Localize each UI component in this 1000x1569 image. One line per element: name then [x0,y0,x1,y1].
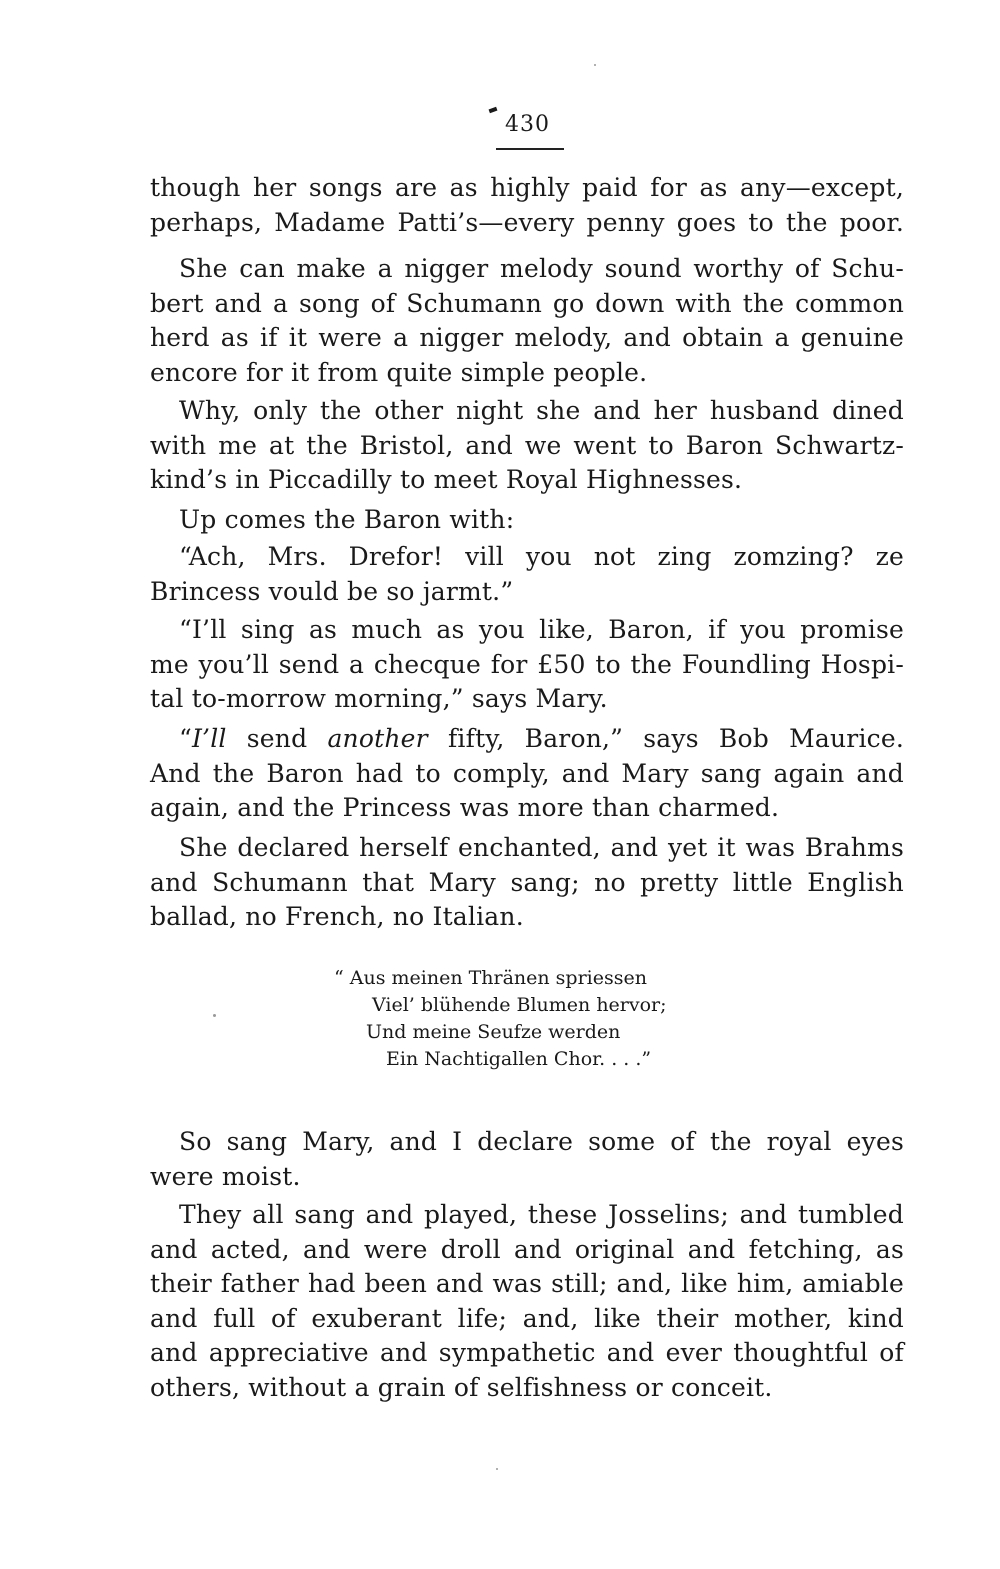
page-number: 430 [505,112,550,137]
paragraph-6 [150,613,904,717]
verse-line: Ein Nachtigallen Chor. . . .” [386,1048,652,1070]
text-line: were moist. [150,1161,301,1191]
paragraph-8 [150,831,904,935]
verse-line: Und meine Seufze werden [366,1021,621,1043]
text-line: Brincess vould be so jarmt.” [150,576,514,606]
text-segment: send [226,724,328,753]
text-line: and Schumann that Mary sang; no pretty little English [150,867,904,897]
paragraph-3 [150,394,904,498]
scan-speck [496,1468,498,1470]
italic-text: I’ll [191,724,227,753]
text-line: encore for it from quite simple people. [150,357,648,387]
text-line: bert and a song of Schumann go down with the common [150,288,904,318]
text-line: though her songs are as highly paid for as any—except, [150,173,904,202]
text-line: and acted, and were droll and original and fetching, as [150,1234,904,1264]
paragraph-2 [150,252,904,390]
text-line: She declared herself enchanted, and yet it was Brahms [179,833,904,862]
paragraph-10 [150,1198,904,1405]
text-line: “Ach, Mrs. Drefor! vill you not zing zomzing? ze [179,542,904,571]
text-line: and full of exuberant life; and, like their mother, kind [150,1303,904,1333]
text-line: their father had been and was still; and, like him, amiable [150,1269,904,1298]
text-line: with me at the Bristol, and we went to Baron Schwartz- [150,430,904,460]
text-line: And the Baron had to comply, and Mary sang again and [150,758,904,788]
text-segment: “ [179,724,192,753]
text-line: So sang Mary, and I declare some of the royal eyes [179,1127,904,1156]
text-line: ballad, no French, no Italian. [150,902,524,931]
paragraph-5 [150,540,904,609]
text-line: me you’ll send a checque for £50 to the Foundling Hospi- [150,649,904,679]
text-line: perhaps, Madame Patti’s—every penny goes to the poor. [150,207,904,237]
verse-line: “ Aus meinen Thränen spriessen [334,967,647,989]
text-line: kind’s in Piccadilly to meet Royal Highnesses. [150,465,743,494]
paragraph-9 [150,1125,904,1194]
text-line: She can make a nigger melody sound worthy of Schu- [179,254,904,283]
paragraph-7 [150,722,904,826]
text-line: Why, only the other night she and her husband dined [179,396,904,425]
paragraph-4 [150,503,904,538]
header-rule [496,148,564,150]
text-segment: fifty, Baron,” says Bob Maurice. [427,724,904,753]
paragraph-1 [150,171,904,240]
text-line: Up comes the Baron with: [179,505,515,534]
italic-text: another [327,724,428,753]
text-line: herd as if it were a nigger melody, and obtain a genuine [150,323,904,352]
text-line [150,722,904,757]
scan-speck [594,64,596,66]
text-line: tal to-morrow morning,” says Mary. [150,684,608,713]
verse-line: Viel’ blühende Blumen hervor; [372,994,667,1016]
text-line: and appreciative and sympathetic and ever thoughtful of [150,1338,904,1367]
verse-block [334,965,794,1073]
text-line: “I’ll sing as much as you like, Baron, if you promise [179,615,904,644]
text-line: others, without a grain of selfishness or conceit. [150,1372,773,1402]
scan-speck [213,1014,216,1017]
text-line: again, and the Princess was more than charmed. [150,793,780,822]
text-line: They all sang and played, these Josselins; and tumbled [179,1200,904,1229]
